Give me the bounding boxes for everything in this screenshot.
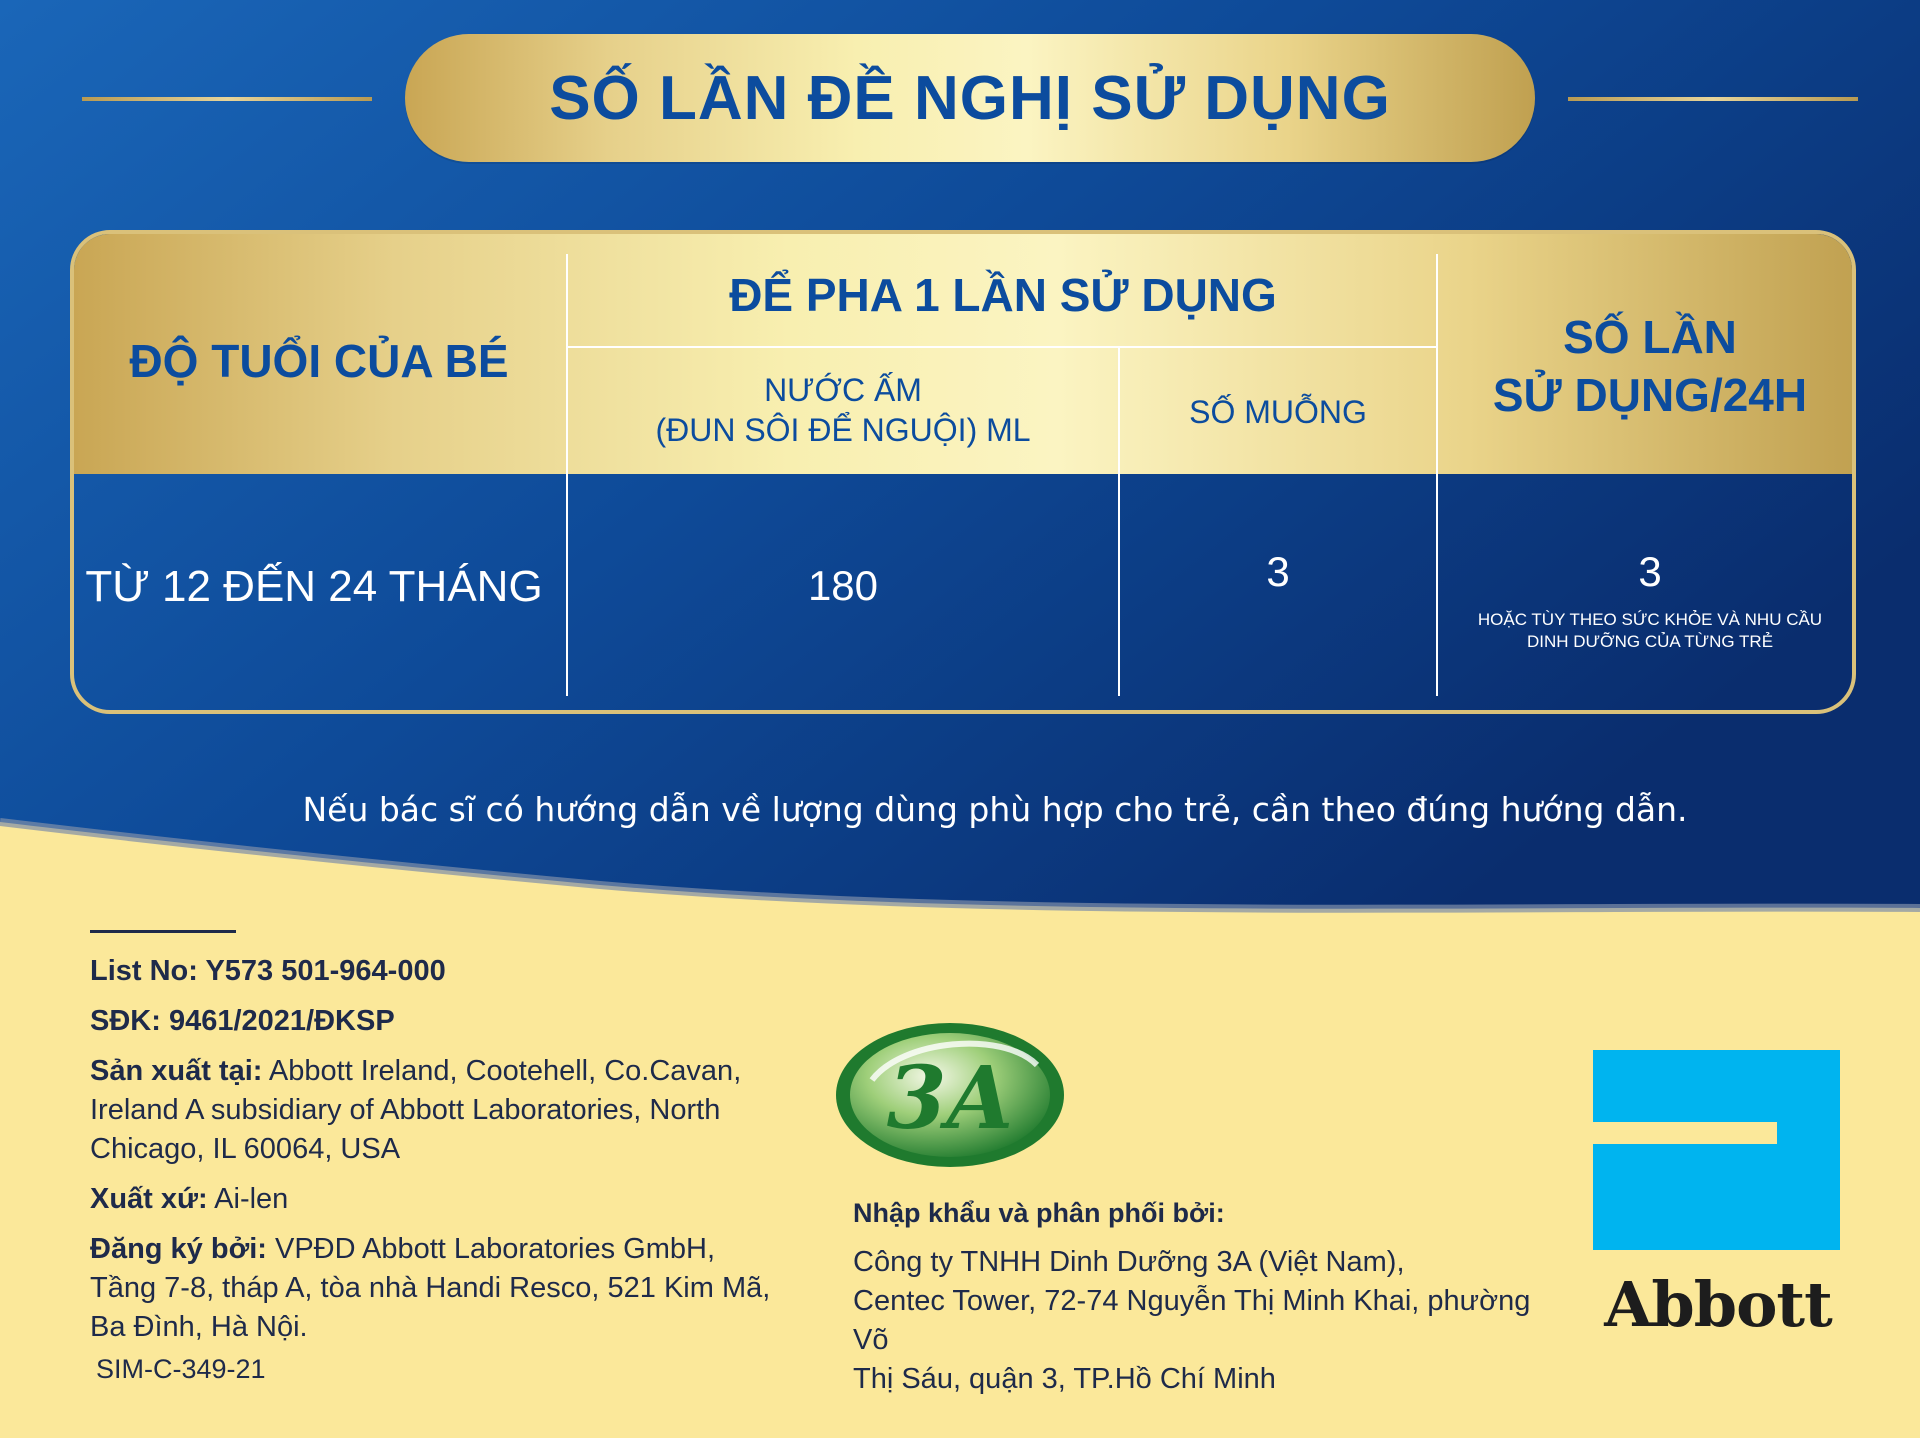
divider-v1: [566, 254, 568, 696]
header-scoops: SỐ MUỖNG: [1189, 394, 1367, 430]
page-title: SỐ LẦN ĐỀ NGHỊ SỬ DỤNG: [549, 63, 1391, 133]
header-age: ĐỘ TUỔI CỦA BÉ: [129, 335, 509, 387]
divider-v3: [1436, 254, 1438, 696]
made-in-line1: Abbott Ireland, Cootehell, Co.Cavan,: [268, 1055, 742, 1087]
made-in-label: Sản xuất tại:: [90, 1055, 263, 1087]
cell-times: 3: [1638, 548, 1662, 595]
registered-line1: VPĐD Abbott Laboratories GmbH,: [274, 1233, 716, 1265]
divider-h1: [568, 346, 1436, 348]
importer-line1: Công ty TNHH Dinh Dưỡng 3A (Việt Nam),: [853, 1246, 1405, 1278]
registration-number: SĐK: 9461/2021/ĐKSP: [90, 1005, 395, 1037]
importer-label: Nhập khẩu và phân phối bởi:: [853, 1198, 1225, 1228]
header-water-line2: (ĐUN SÔI ĐỂ NGUỘI) ML: [655, 412, 1031, 448]
header-prep: ĐỂ PHA 1 LẦN SỬ DỤNG: [729, 269, 1277, 321]
origin-label: Xuất xứ:: [90, 1183, 208, 1215]
header-times-line1: SỐ LẦN: [1563, 311, 1737, 363]
importer-line3: Thị Sáu, quận 3, TP.Hồ Chí Minh: [853, 1363, 1276, 1395]
cell-times-note-line1: HOẶC TÙY THEO SỨC KHỎE VÀ NHU CẦU: [1477, 610, 1823, 629]
product-info: [90, 952, 790, 1358]
abbott-wordmark: Abbott: [1604, 1268, 1832, 1341]
title-banner: [405, 34, 1535, 162]
logo-3a-icon: [832, 1020, 1068, 1170]
registered-line2: Tầng 7-8, tháp A, tòa nhà Handi Resco, 521 Kim Mã,: [90, 1272, 771, 1304]
cell-times-note-line2: DINH DƯỠNG CỦA TỪNG TRẺ: [1526, 632, 1774, 651]
origin-value: Ai-len: [214, 1183, 289, 1215]
made-in-line3: Chicago, IL 60064, USA: [90, 1133, 401, 1165]
doctor-note: Nếu bác sĩ có hướng dẫn về lượng dùng phù hợp cho trẻ, cần theo đúng hướng dẫn.: [302, 790, 1688, 829]
importer-line2: Centec Tower, 72-74 Nguyễn Thị Minh Khai, phường Võ: [853, 1285, 1531, 1356]
sim-code: SIM-C-349-21: [96, 1354, 266, 1384]
title-rule-left: [82, 97, 372, 101]
header-times-line2: SỬ DỤNG/24H: [1492, 369, 1808, 421]
title-rule-right: [1568, 97, 1858, 101]
made-in-line2: Ireland A subsidiary of Abbott Laboratories, North: [90, 1094, 721, 1126]
cell-water: 180: [807, 562, 879, 609]
usage-table: [70, 230, 1856, 714]
cell-scoops: 3: [1266, 548, 1290, 595]
cell-age: TỪ 12 ĐẾN 24 THÁNG: [85, 562, 543, 611]
header-water-line1: NƯỚC ẤM: [764, 372, 922, 408]
importer-info: [853, 1198, 1553, 1399]
registered-line3: Ba Đình, Hà Nội.: [90, 1311, 308, 1343]
logo-3a-text: 3A: [886, 1048, 1014, 1149]
list-number: List No: Y573 501-964-000: [90, 955, 446, 987]
info-rule: [90, 930, 236, 933]
registered-label: Đăng ký bởi:: [90, 1233, 267, 1265]
divider-v2: [1118, 348, 1120, 696]
